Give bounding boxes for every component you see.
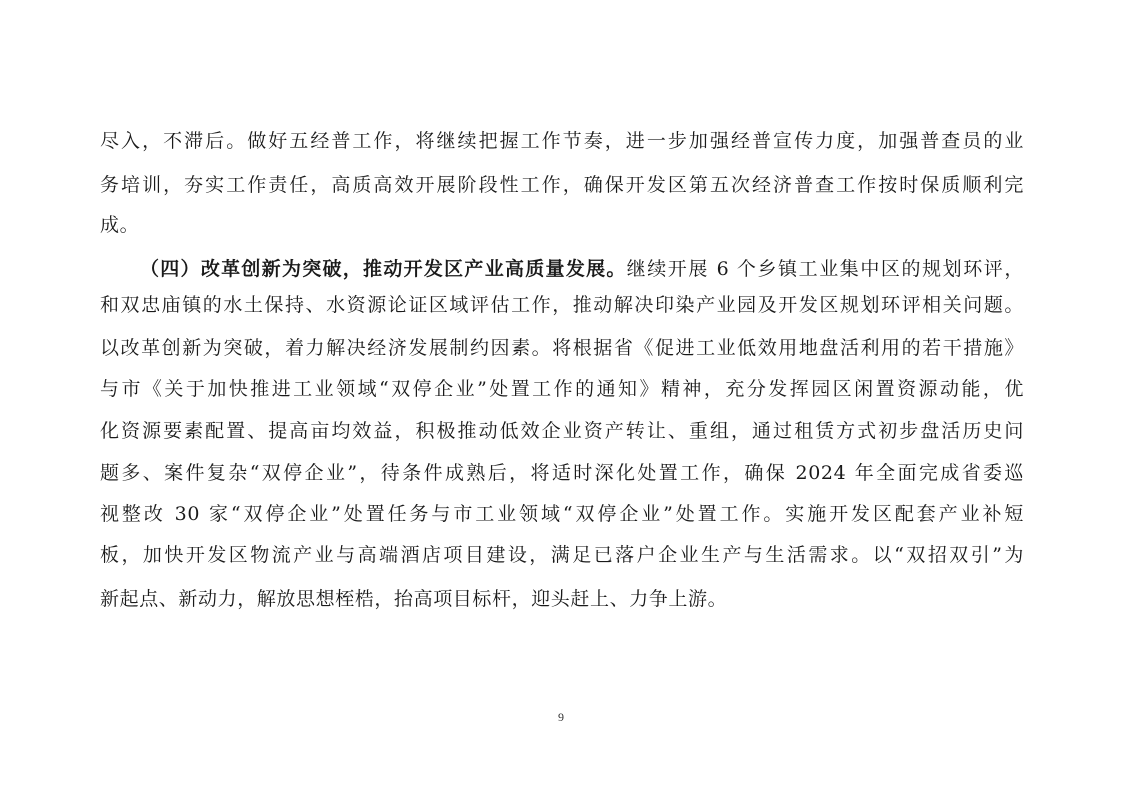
paragraph-2-line-8: 板，加快开发区物流产业与高端酒店项目建设，满足已落户企业生产与生活需求。以“双招双引”为 [100, 544, 1024, 566]
paragraph-2-line-3: 以改革创新为突破，着力解决经济发展制约因素。将根据省《促进工业低效用地盘活利用的若干措施》 [100, 337, 1024, 359]
paragraph-1-line-3: 成。 [100, 214, 140, 236]
section-heading: （四）改革创新为突破，推动开发区产业高质量发展。 [140, 258, 627, 280]
paragraph-2-line-2: 和双忠庙镇的水土保持、水资源论证区域评估工作，推动解决印染产业园及开发区规划环评相关问题。 [100, 294, 1024, 316]
paragraph-1-line-1: 尽入，不滞后。做好五经普工作，将继续把握工作节奏，进一步加强经普宣传力度，加强普查员的业 [100, 130, 1024, 152]
paragraph-2-line-1 [140, 254, 1024, 284]
paragraph-2-line-6: 题多、案件复杂“双停企业”，待条件成熟后，将适时深化处置工作，确保 2024 年全面完成省委巡 [100, 462, 1024, 484]
paragraph-2-line-9: 新起点、新动力，解放思想桎梏，抬高项目标杆，迎头赶上、力争上游。 [100, 588, 728, 610]
paragraph-2-line-1-text: 继续开展 6 个乡镇工业集中区的规划环评， [626, 258, 1024, 280]
paragraph-2-line-5: 化资源要素配置、提高亩均效益，积极推动低效企业资产转让、重组，通过租赁方式初步盘活历史问 [100, 420, 1024, 442]
page-number: 9 [558, 710, 564, 724]
paragraph-2-line-7: 视整改 30 家“双停企业”处置任务与市工业领域“双停企业”处置工作。实施开发区配套产业补短 [100, 503, 1024, 525]
paragraph-1-line-2: 务培训，夯实工作责任，高质高效开展阶段性工作，确保开发区第五次经济普查工作按时保质顺利完 [100, 174, 1024, 196]
paragraph-2-line-4: 与市《关于加快推进工业领域“双停企业”处置工作的通知》精神，充分发挥园区闲置资源动能，优 [100, 378, 1024, 400]
